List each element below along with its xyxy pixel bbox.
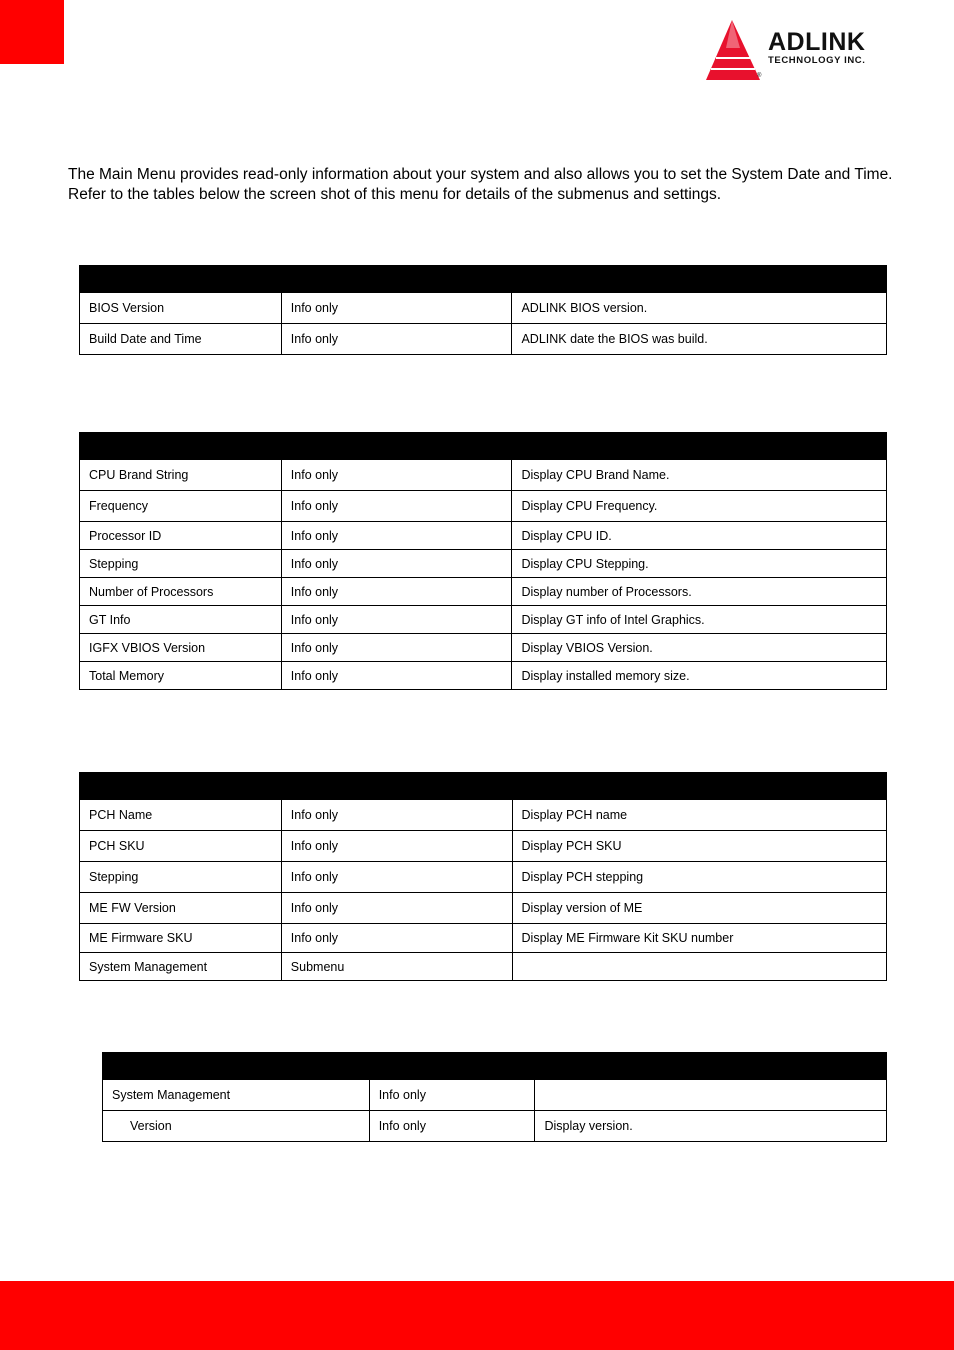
table-row bbox=[80, 893, 887, 924]
corner-tab bbox=[0, 0, 64, 64]
description-cell bbox=[512, 953, 886, 981]
description-cell: Display version of ME bbox=[512, 893, 886, 924]
feature-cell: BIOS Version bbox=[80, 293, 282, 324]
description-cell: Display ME Firmware Kit SKU number bbox=[512, 924, 886, 953]
feature-cell: System Management bbox=[103, 1080, 370, 1111]
system-management-table bbox=[102, 1052, 887, 1142]
bios-info-table bbox=[79, 265, 887, 355]
description-cell: ADLINK date the BIOS was build. bbox=[512, 324, 887, 355]
feature-cell: Total Memory bbox=[80, 662, 282, 690]
description-cell: Display installed memory size. bbox=[512, 662, 887, 690]
feature-cell: Processor ID bbox=[80, 522, 282, 550]
feature-cell: IGFX VBIOS Version bbox=[80, 634, 282, 662]
description-cell: Display PCH stepping bbox=[512, 862, 886, 893]
description-cell: Display GT info of Intel Graphics. bbox=[512, 606, 887, 634]
description-cell: Display version. bbox=[535, 1111, 887, 1142]
table-row bbox=[80, 324, 887, 355]
table-row bbox=[80, 634, 887, 662]
brand-tagline: TECHNOLOGY INC. bbox=[768, 55, 866, 66]
table-header bbox=[80, 773, 887, 800]
brand-name: ADLINK bbox=[768, 28, 866, 56]
options-cell: Info only bbox=[281, 460, 512, 491]
table-row bbox=[80, 491, 887, 522]
feature-cell: Frequency bbox=[80, 491, 282, 522]
footer-bar bbox=[0, 1281, 954, 1350]
options-cell: Info only bbox=[281, 893, 512, 924]
table-row bbox=[80, 953, 887, 981]
feature-cell: Build Date and Time bbox=[80, 324, 282, 355]
table-row bbox=[80, 862, 887, 893]
description-cell: Display CPU Frequency. bbox=[512, 491, 887, 522]
description-cell bbox=[535, 1080, 887, 1111]
options-cell: Info only bbox=[281, 606, 512, 634]
description-cell: Display PCH SKU bbox=[512, 831, 886, 862]
description-cell: Display number of Processors. bbox=[512, 578, 887, 606]
table-row bbox=[80, 606, 887, 634]
options-cell: Info only bbox=[281, 578, 512, 606]
table-row bbox=[80, 800, 887, 831]
pch-info-table bbox=[79, 772, 887, 981]
cpu-info-table bbox=[79, 432, 887, 690]
brand-registered: ® bbox=[757, 73, 762, 79]
options-cell: Info only bbox=[281, 862, 512, 893]
options-cell: Info only bbox=[281, 800, 512, 831]
options-cell: Info only bbox=[281, 831, 512, 862]
table-row bbox=[80, 522, 887, 550]
table-row bbox=[80, 662, 887, 690]
options-cell: Info only bbox=[281, 634, 512, 662]
options-cell: Info only bbox=[281, 491, 512, 522]
table-row bbox=[103, 1080, 887, 1111]
table-row bbox=[80, 831, 887, 862]
table-row bbox=[80, 293, 887, 324]
options-cell: Info only bbox=[369, 1111, 535, 1142]
feature-cell: GT Info bbox=[80, 606, 282, 634]
description-cell: ADLINK BIOS version. bbox=[512, 293, 887, 324]
description-cell: Display CPU ID. bbox=[512, 522, 887, 550]
description-cell: Display CPU Brand Name. bbox=[512, 460, 887, 491]
table-header bbox=[80, 266, 887, 293]
table-header bbox=[80, 433, 887, 460]
options-cell: Info only bbox=[369, 1080, 535, 1111]
table-header bbox=[103, 1053, 887, 1080]
table-row bbox=[103, 1111, 887, 1142]
options-cell: Submenu bbox=[281, 953, 512, 981]
table-row bbox=[80, 924, 887, 953]
options-cell: Info only bbox=[281, 324, 512, 355]
intro-paragraph: The Main Menu provides read-only information about your system and also allows you to set the System Date and Time. Refer to the tables below the screen shot of this menu for details of the submenus and settings. bbox=[68, 166, 893, 203]
description-cell: Display CPU Stepping. bbox=[512, 550, 887, 578]
options-cell: Info only bbox=[281, 522, 512, 550]
feature-cell: Number of Processors bbox=[80, 578, 282, 606]
options-cell: Info only bbox=[281, 550, 512, 578]
table-row bbox=[80, 460, 887, 491]
feature-cell: Stepping bbox=[80, 862, 282, 893]
table-row bbox=[80, 550, 887, 578]
feature-cell: System Management bbox=[80, 953, 282, 981]
feature-cell: ME FW Version bbox=[80, 893, 282, 924]
options-cell: Info only bbox=[281, 662, 512, 690]
feature-cell: PCH Name bbox=[80, 800, 282, 831]
feature-cell: PCH SKU bbox=[80, 831, 282, 862]
description-cell: Display PCH name bbox=[512, 800, 886, 831]
options-cell: Info only bbox=[281, 293, 512, 324]
description-cell: Display VBIOS Version. bbox=[512, 634, 887, 662]
feature-cell: ME Firmware SKU bbox=[80, 924, 282, 953]
options-cell: Info only bbox=[281, 924, 512, 953]
feature-cell: Version bbox=[103, 1111, 370, 1142]
table-row bbox=[80, 578, 887, 606]
feature-cell: CPU Brand String bbox=[80, 460, 282, 491]
feature-cell: Stepping bbox=[80, 550, 282, 578]
